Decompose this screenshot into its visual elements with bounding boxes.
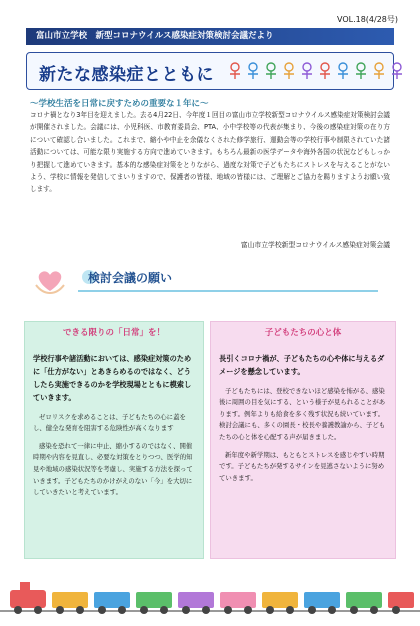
- right-heading: 子どもたちの心と体: [264, 328, 342, 338]
- right-panel: [210, 321, 396, 559]
- people-illustration-icon: [227, 59, 417, 85]
- train-illustration-icon: [0, 576, 420, 616]
- left-paragraph-1: ゼロリスクを求めることは、子どもたちの心に蓋をし、健全な発育を阻害する危険性が高くなります: [33, 412, 186, 433]
- meeting-title: 検討会議の願い: [88, 271, 173, 285]
- left-panel: [24, 321, 204, 559]
- left-lead: 学校行事や諸活動においては、感染症対策のために「仕方がない」とあきらめるのではなく、どうしたら実施できるのかを学校現場とともに模索していきます。: [33, 353, 192, 402]
- subtitle: ～学校生活を日常に戻すための重要な１年に～: [30, 99, 209, 109]
- right-paragraph-1: 子どもたちには、登校できないほど感染を怖がる、感染後に周囲の目を気にする、という様子が見られることがあります。例年よりも給食を多く残す状況も続いています。検討会議にも、多くの園長・校長や養護教諭から、子どもたちの心と体を心配する声が届きました。: [219, 386, 386, 441]
- intro-paragraph: コロナ禍となり3年目を迎えました。去る4月22日、今年度１回目の富山市立学校新型コロナウイルス感染症対策検討会議が開催されました。会議には、小児科医、市教育委員会、PTA、小中学校等の代表が集まり、今後の感染症対策の在り方について確認し合いました。これまで、縮小や中止を余儀なくされた修学旅行、運動会等の学校行事や制限されていた諸活動については、可能な限り実施する方向で進めていきます。もちろん最新の医学データや海外各国の状況などもしっかり把握して進めていきます。基本的な感染症対策をとりながら、過度な対策で子どもたちにストレスを与えることがないよう、学校に情報を発信してまいりますので、保護者の皆様、地域の皆様には、ご理解とご協力を賜りますようお願い致します。: [30, 111, 390, 194]
- right-paragraph-2: 新年度や新学期は、もともとストレスを感じやすい時期です。子どもたちが発するサインを見逃さないように努めていきます。: [219, 450, 385, 482]
- signature: 富山市立学校新型コロナウイルス感染症対策会議: [240, 241, 390, 249]
- page-title: 新たな感染症とともに: [39, 65, 214, 85]
- heart-hands-icon: [34, 265, 66, 295]
- left-heading: できる限りの「日常」を！: [62, 328, 165, 338]
- volume-number: VOL.18(4/28号): [336, 15, 398, 24]
- left-paragraph-2: 感染を恐れて一律に中止、縮小するのではなく、開催時期や内容を見直し、必要な対策をとりつつ、医学的知見や地域の感染状況等を考慮し、実施する方法を探っていきます。子どもたちのかけがえのない「今」を大切にしていきたいと考えています。: [33, 441, 193, 497]
- section-heading: [78, 266, 378, 292]
- newsletter-header: 富山市立学校 新型コロナウイルス感染症対策検討会議だより: [26, 28, 394, 45]
- right-lead: 長引くコロナ禍が、子どもたちの心や体に与えるダメージを懸念しています。: [219, 353, 385, 376]
- title-banner: [26, 52, 394, 90]
